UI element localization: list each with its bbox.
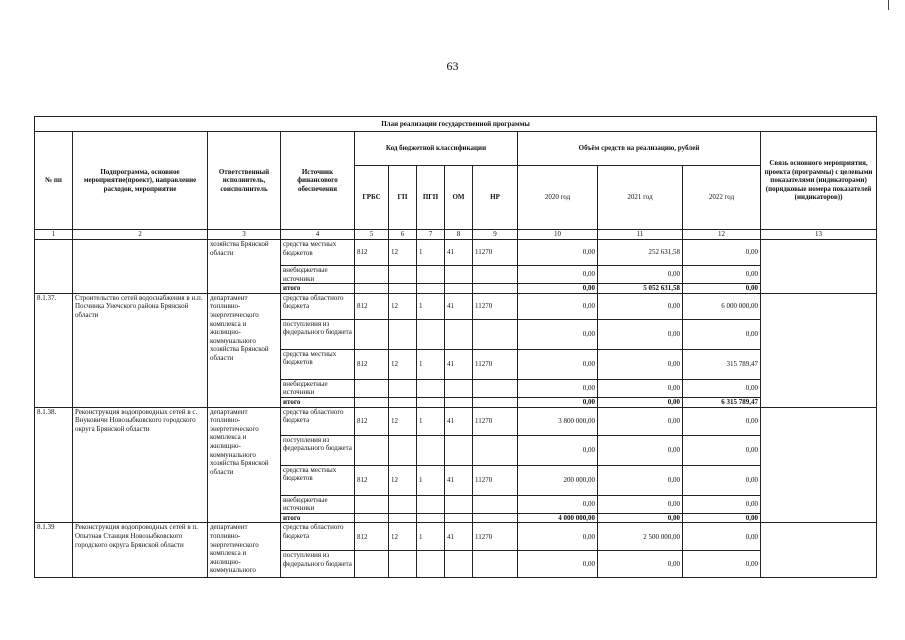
header-2021: 2021 год (598, 166, 683, 230)
col-index: 9 (473, 230, 518, 240)
header-grbs: ГРБС (355, 166, 389, 230)
code-gp: 12 (389, 465, 417, 495)
amount-2022: 0,00 (683, 407, 761, 435)
amount-2020: 200 000,00 (518, 465, 598, 495)
amount-2020: 0,00 (518, 379, 598, 397)
amount-2021: 0,00 (598, 293, 683, 319)
amount-2022: 0,00 (683, 379, 761, 397)
amount-2022: 0,00 (683, 319, 761, 349)
source-cell: внебюджетные источники (281, 495, 355, 513)
col-index: 3 (208, 230, 281, 240)
code-gp: 12 (389, 240, 417, 266)
responsible-cell: департамент топливно-энергетического комплекса и жилищно-коммунального (208, 523, 281, 578)
code-om: 41 (445, 240, 473, 266)
measure-name: Строительство сетей водоснабжения в н.п. Посчинка Унечского района Брянской области (73, 293, 208, 407)
amount-2020: 0,00 (518, 349, 598, 379)
header-source: Источник финансового обеспечения (281, 132, 355, 230)
code-grbs: 812 (355, 465, 389, 495)
column-index-row (35, 230, 877, 240)
amount-2020: 0,00 (518, 495, 598, 513)
amount-2020: 0,00 (518, 523, 598, 551)
measure-name: Реконструкция водопроводных сетей в с. Внуковичи Новозыбковского городского округа Брянской области (73, 407, 208, 523)
code-gp: 12 (389, 407, 417, 435)
code-pgp: 1 (417, 240, 445, 266)
code-pgp: 1 (417, 407, 445, 435)
code-nr: 11270 (473, 349, 518, 379)
source-cell: поступления из федерального бюджета (281, 319, 355, 349)
col-index: 4 (281, 230, 355, 240)
amount-2021: 0,00 (598, 513, 683, 523)
source-cell: средства местных бюджетов (281, 240, 355, 266)
source-cell: внебюджетные источники (281, 266, 355, 284)
code-nr: 11270 (473, 523, 518, 551)
amount-2021: 0,00 (598, 551, 683, 578)
amount-2020: 0,00 (518, 240, 598, 266)
amount-2021: 0,00 (598, 495, 683, 513)
responsible-cell: департамент топливно-энергетического комплекса и жилищно-коммунального хозяйства Брянской области (208, 407, 281, 523)
amount-2022: 0,00 (683, 465, 761, 495)
row-number: 8.1.37. (35, 293, 73, 407)
table-row (35, 293, 877, 319)
measure-name: Реконструкция водопроводных сетей в п. Опытная Станция Новозыбковского городского округа Брянской области (73, 523, 208, 578)
code-grbs: 812 (355, 407, 389, 435)
amount-2022: 0,00 (683, 240, 761, 266)
code-pgp: 1 (417, 349, 445, 379)
table-row (35, 407, 877, 435)
code-gp: 12 (389, 349, 417, 379)
table-row (35, 240, 877, 266)
header-volume: Объём средств на реализацию, рублей (518, 132, 761, 166)
responsible-cell: хозяйства Брянской области (208, 240, 281, 294)
amount-2020: 4 000 000,00 (518, 513, 598, 523)
amount-2020: 0,00 (518, 397, 598, 407)
amount-2022: 6 000 000,00 (683, 293, 761, 319)
amount-2020: 0,00 (518, 293, 598, 319)
amount-2022: 0,00 (683, 284, 761, 294)
row-number: 8.1.39 (35, 523, 73, 578)
code-grbs: 812 (355, 240, 389, 266)
header-gp: ГП (389, 166, 417, 230)
amount-2021: 0,00 (598, 465, 683, 495)
code-om: 41 (445, 523, 473, 551)
source-cell: итого (281, 284, 355, 294)
scan-edge-mark (888, 0, 889, 10)
table-row (35, 523, 877, 551)
source-cell: поступления из федерального бюджета (281, 435, 355, 465)
amount-2022: 0,00 (683, 523, 761, 551)
col-index: 12 (683, 230, 761, 240)
col-index: 7 (417, 230, 445, 240)
amount-2021: 0,00 (598, 435, 683, 465)
amount-2020: 0,00 (518, 284, 598, 294)
amount-2022: 0,00 (683, 266, 761, 284)
code-om: 41 (445, 465, 473, 495)
source-cell: средства областного бюджета (281, 523, 355, 551)
source-cell: средства местных бюджетов (281, 349, 355, 379)
col-index: 1 (35, 230, 73, 240)
code-gp: 12 (389, 523, 417, 551)
col-index: 11 (598, 230, 683, 240)
source-cell: внебюджетные источники (281, 379, 355, 397)
code-nr: 11270 (473, 240, 518, 266)
amount-2021: 2 500 000,00 (598, 523, 683, 551)
col-index: 5 (355, 230, 389, 240)
source-cell: средства местных бюджетов (281, 465, 355, 495)
page-number: 63 (446, 59, 459, 73)
responsible-cell: департамент топливно-энергетического комплекса и жилищно-коммунального хозяйства Брянской области (208, 293, 281, 407)
code-om: 41 (445, 407, 473, 435)
header-responsible: Ответственный исполнитель, соисполнитель (208, 132, 281, 230)
amount-2021: 0,00 (598, 407, 683, 435)
header-om: ОМ (445, 166, 473, 230)
source-cell: поступления из федерального бюджета (281, 551, 355, 578)
code-pgp: 1 (417, 465, 445, 495)
code-om: 41 (445, 293, 473, 319)
amount-2021: 0,00 (598, 266, 683, 284)
table-title: План реализации государственной программы (35, 117, 877, 132)
header-num: № пп (35, 132, 73, 230)
row-number: 8.1.38. (35, 407, 73, 523)
header-pgp: ПГП (417, 166, 445, 230)
amount-2020: 0,00 (518, 319, 598, 349)
code-nr: 11270 (473, 465, 518, 495)
col-index: 13 (761, 230, 877, 240)
amount-2020: 3 800 000,00 (518, 407, 598, 435)
amount-2021: 5 052 631,58 (598, 284, 683, 294)
amount-2022: 0,00 (683, 435, 761, 465)
col-index: 2 (73, 230, 208, 240)
code-gp: 12 (389, 293, 417, 319)
header-name: Подпрограмма, основное мероприятие(проект), направление расходов, мероприятие (73, 132, 208, 230)
col-index: 10 (518, 230, 598, 240)
source-cell: средства областного бюджета (281, 407, 355, 435)
header-2020: 2020 год (518, 166, 598, 230)
source-cell: итого (281, 397, 355, 407)
header-nr: НР (473, 166, 518, 230)
amount-2020: 0,00 (518, 551, 598, 578)
amount-2022: 6 315 789,47 (683, 397, 761, 407)
amount-2022: 315 789,47 (683, 349, 761, 379)
header-budget-code: Код бюджетной классификации (355, 132, 518, 166)
header-link: Связь основного мероприятия, проекта (программы) с целевыми показателями (индикаторами) (порядковые номера показателей (индикаторов)) (761, 132, 877, 230)
header-2022: 2022 год (683, 166, 761, 230)
plan-table (34, 116, 877, 578)
amount-2020: 0,00 (518, 435, 598, 465)
code-nr: 11270 (473, 293, 518, 319)
amount-2021: 252 631,58 (598, 240, 683, 266)
amount-2022: 0,00 (683, 495, 761, 513)
amount-2021: 0,00 (598, 379, 683, 397)
source-cell: итого (281, 513, 355, 523)
source-cell: средства областного бюджета (281, 293, 355, 319)
code-pgp: 1 (417, 523, 445, 551)
amount-2021: 0,00 (598, 319, 683, 349)
amount-2022: 0,00 (683, 551, 761, 578)
plan-table-container (34, 116, 876, 578)
code-grbs: 812 (355, 293, 389, 319)
code-grbs: 812 (355, 523, 389, 551)
col-index: 6 (389, 230, 417, 240)
amount-2021: 0,00 (598, 397, 683, 407)
code-grbs: 812 (355, 349, 389, 379)
amount-2021: 0,00 (598, 349, 683, 379)
code-pgp: 1 (417, 293, 445, 319)
code-om: 41 (445, 349, 473, 379)
col-index: 8 (445, 230, 473, 240)
amount-2020: 0,00 (518, 266, 598, 284)
amount-2022: 0,00 (683, 513, 761, 523)
code-nr: 11270 (473, 407, 518, 435)
